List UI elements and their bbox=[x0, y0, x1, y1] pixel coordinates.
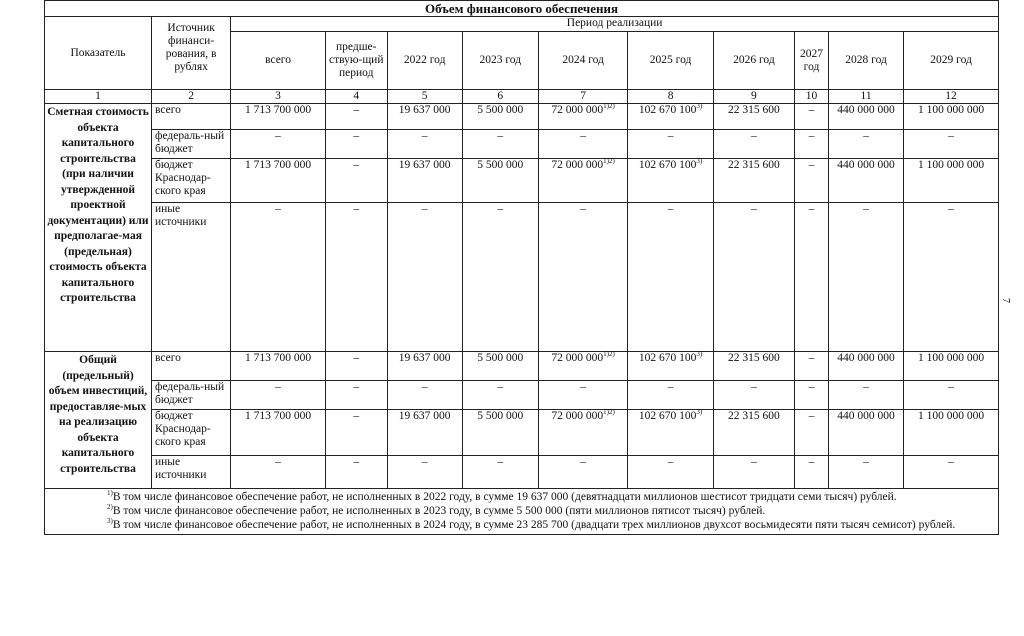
table-row bbox=[45, 203, 999, 352]
value-cell bbox=[829, 203, 904, 352]
indicator-cell: Сметная стоимость объекта капитального строительства (при наличии утвержденной проектной документации) или предполагае-мая (предельная) стоимость объекта капитального строительства bbox=[45, 104, 152, 352]
table-row bbox=[45, 130, 999, 159]
value-cell bbox=[387, 410, 462, 456]
header-col: 2027 год bbox=[795, 32, 829, 90]
value-cell bbox=[538, 352, 628, 381]
value-cell bbox=[829, 456, 904, 489]
value-text: 72 000 000 bbox=[551, 159, 604, 171]
value-text: – bbox=[497, 456, 504, 468]
value-text: 1 713 700 000 bbox=[244, 352, 312, 364]
header-source: Источник финанси-рования, в рублях bbox=[152, 17, 231, 90]
value-text: – bbox=[580, 456, 586, 468]
value-cell bbox=[829, 159, 904, 203]
value-cell bbox=[713, 456, 794, 489]
value-cell bbox=[387, 456, 462, 489]
value-cell bbox=[904, 130, 999, 159]
value-text: – bbox=[751, 203, 757, 215]
value-text: – bbox=[497, 130, 504, 142]
header-col: 2028 год bbox=[829, 32, 904, 90]
value-text: – bbox=[353, 381, 360, 393]
value-text: 72 000 000 bbox=[551, 410, 604, 422]
value-text: 1 100 000 000 bbox=[917, 104, 985, 116]
value-cell bbox=[325, 104, 387, 130]
footnote bbox=[51, 518, 992, 532]
value-text: – bbox=[948, 203, 954, 215]
value-cell bbox=[462, 104, 538, 130]
value-text: 22 315 600 bbox=[728, 159, 780, 171]
value-text: 102 670 100 bbox=[638, 410, 697, 422]
value-cell bbox=[628, 203, 713, 352]
value-text: – bbox=[667, 381, 674, 393]
value-text: 1 713 700 000 bbox=[244, 159, 312, 171]
value-text: – bbox=[667, 203, 674, 215]
value-text: 1 713 700 000 bbox=[244, 410, 312, 422]
value-cell bbox=[462, 381, 538, 410]
value-cell bbox=[538, 130, 628, 159]
value-cell bbox=[387, 381, 462, 410]
value-text: 440 000 000 bbox=[837, 410, 895, 422]
footnote-mark: 3) bbox=[696, 157, 703, 166]
value-text: 19 637 000 bbox=[398, 352, 451, 364]
value-cell bbox=[713, 203, 794, 352]
header-col: 2025 год bbox=[628, 32, 713, 90]
value-text: – bbox=[275, 381, 281, 393]
value-text: – bbox=[808, 159, 815, 171]
value-cell bbox=[795, 381, 829, 410]
value-cell bbox=[904, 104, 999, 130]
value-cell bbox=[713, 410, 794, 456]
value-text: 102 670 100 bbox=[638, 159, 697, 171]
footnote-mark: 1)2) bbox=[603, 157, 615, 166]
value-cell bbox=[795, 203, 829, 352]
value-text: – bbox=[421, 130, 428, 142]
value-text: – bbox=[353, 104, 360, 116]
value-text: – bbox=[353, 159, 360, 171]
value-text: – bbox=[421, 381, 428, 393]
footnote-mark: 1)2) bbox=[603, 102, 615, 111]
value-text: – bbox=[808, 381, 815, 393]
header-indicator: Показатель bbox=[45, 17, 152, 90]
value-text: – bbox=[808, 410, 815, 422]
value-cell bbox=[231, 381, 326, 410]
value-cell bbox=[713, 159, 794, 203]
value-text: – bbox=[808, 203, 815, 215]
value-text: 440 000 000 bbox=[837, 352, 895, 364]
value-cell bbox=[904, 203, 999, 352]
column-number: 1 bbox=[45, 90, 152, 104]
value-cell bbox=[538, 104, 628, 130]
value-cell bbox=[713, 352, 794, 381]
value-text: – bbox=[421, 203, 428, 215]
header-col: 2026 год bbox=[713, 32, 794, 90]
value-text: – bbox=[353, 130, 360, 142]
footnotes bbox=[44, 489, 999, 535]
financing-table bbox=[44, 0, 999, 489]
header-col: 2022 год bbox=[387, 32, 462, 90]
value-cell bbox=[325, 381, 387, 410]
value-text: 1 100 000 000 bbox=[917, 159, 985, 171]
value-cell bbox=[795, 410, 829, 456]
source-cell: бюджет Краснодар-ского края bbox=[152, 410, 231, 456]
value-text: 19 637 000 bbox=[398, 159, 451, 171]
footnote-mark: 3) bbox=[696, 350, 703, 359]
source-cell: иные источники bbox=[152, 456, 231, 489]
indicator-cell: Общий (предельный) объем инвестиций, предоставляе-мых на реализацию объекта капитального строительства bbox=[45, 352, 152, 489]
value-cell bbox=[325, 352, 387, 381]
footnote-text: В том числе финансовое обеспечение работ, не исполненных в 2023 году, в сумме 5 500 000 (пяти миллионов пятисот тысяч) рублей. bbox=[112, 505, 766, 517]
value-cell bbox=[387, 352, 462, 381]
column-number: 11 bbox=[829, 90, 904, 104]
value-cell bbox=[628, 381, 713, 410]
column-number: 3 bbox=[231, 90, 326, 104]
value-text: – bbox=[353, 352, 360, 364]
source-cell: федераль-ный бюджет bbox=[152, 381, 231, 410]
value-text: – bbox=[948, 456, 954, 468]
value-cell bbox=[829, 352, 904, 381]
value-cell bbox=[829, 130, 904, 159]
value-text: 72 000 000 bbox=[551, 104, 604, 116]
column-number: 5 bbox=[387, 90, 462, 104]
document-sheet bbox=[44, 0, 999, 535]
footnote-text: В том числе финансовое обеспечение работ, не исполненных в 2022 году, в сумме 19 637 000 (девятнадцати миллионов шестисот тридцати семи тысяч) рублей. bbox=[112, 491, 897, 503]
value-cell bbox=[325, 130, 387, 159]
value-cell bbox=[628, 410, 713, 456]
value-cell bbox=[904, 159, 999, 203]
value-text: – bbox=[275, 456, 281, 468]
value-cell bbox=[462, 456, 538, 489]
value-text: – bbox=[497, 381, 504, 393]
value-cell bbox=[829, 410, 904, 456]
footnote-number: 1) bbox=[107, 489, 113, 498]
value-text: – bbox=[353, 410, 360, 422]
value-text: – bbox=[948, 130, 954, 142]
value-cell bbox=[795, 352, 829, 381]
table-row bbox=[45, 104, 999, 130]
value-cell bbox=[904, 381, 999, 410]
value-text: 440 000 000 bbox=[837, 104, 895, 116]
table-row bbox=[45, 381, 999, 410]
footnote-mark: 3) bbox=[696, 102, 703, 111]
value-cell bbox=[387, 203, 462, 352]
value-text: 5 500 000 bbox=[477, 352, 524, 364]
value-cell bbox=[231, 456, 326, 489]
footnote-mark: 3) bbox=[696, 408, 703, 417]
value-cell bbox=[628, 456, 713, 489]
value-text: 19 637 000 bbox=[398, 104, 451, 116]
value-cell bbox=[713, 104, 794, 130]
value-text: 5 500 000 bbox=[477, 410, 524, 422]
value-cell bbox=[231, 130, 326, 159]
value-cell bbox=[387, 159, 462, 203]
source-cell: бюджет Краснодар-ского края bbox=[152, 159, 231, 203]
value-text: – bbox=[353, 203, 360, 215]
value-cell bbox=[628, 352, 713, 381]
header-col: 2029 год bbox=[904, 32, 999, 90]
value-text: 22 315 600 bbox=[728, 410, 780, 422]
footnote bbox=[51, 490, 992, 504]
value-text: – bbox=[421, 456, 428, 468]
table-row bbox=[45, 159, 999, 203]
header-col: 2023 год bbox=[462, 32, 538, 90]
value-cell bbox=[904, 456, 999, 489]
value-text: 5 500 000 bbox=[477, 104, 524, 116]
column-number: 12 bbox=[904, 90, 999, 104]
value-cell bbox=[538, 203, 628, 352]
value-cell bbox=[628, 130, 713, 159]
value-cell bbox=[713, 381, 794, 410]
value-cell bbox=[538, 381, 628, 410]
footnote-mark: 1)2) bbox=[603, 408, 615, 417]
value-cell bbox=[829, 381, 904, 410]
value-cell bbox=[904, 410, 999, 456]
value-cell bbox=[231, 410, 326, 456]
source-cell: иные источники bbox=[152, 203, 231, 352]
value-cell bbox=[713, 130, 794, 159]
value-text: 102 670 100 bbox=[638, 352, 697, 364]
value-cell bbox=[462, 159, 538, 203]
value-cell bbox=[538, 456, 628, 489]
value-text: 1 100 000 000 bbox=[917, 410, 985, 422]
value-text: – bbox=[275, 130, 281, 142]
value-cell bbox=[829, 104, 904, 130]
value-text: – bbox=[751, 130, 757, 142]
table-row bbox=[45, 410, 999, 456]
column-number: 4 bbox=[325, 90, 387, 104]
value-text: – bbox=[808, 352, 815, 364]
value-cell bbox=[538, 410, 628, 456]
value-text: – bbox=[808, 104, 815, 116]
table-row bbox=[45, 352, 999, 381]
header-col: 2024 год bbox=[538, 32, 628, 90]
value-cell bbox=[462, 203, 538, 352]
column-number: 10 bbox=[795, 90, 829, 104]
footnote-number: 2) bbox=[107, 503, 113, 512]
value-text: 22 315 600 bbox=[728, 352, 780, 364]
footnote-number: 3) bbox=[107, 517, 113, 526]
header-col: предше-ствую-щий период bbox=[325, 32, 387, 90]
value-text: – bbox=[863, 381, 869, 393]
value-cell bbox=[628, 159, 713, 203]
value-text: 19 637 000 bbox=[398, 410, 451, 422]
value-text: 1 100 000 000 bbox=[917, 352, 985, 364]
value-cell bbox=[325, 410, 387, 456]
source-cell: всего bbox=[152, 104, 231, 130]
value-cell bbox=[325, 159, 387, 203]
value-cell bbox=[462, 352, 538, 381]
value-text: – bbox=[667, 130, 674, 142]
table-title: Объем финансового обеспечения bbox=[45, 1, 999, 17]
value-text: 5 500 000 bbox=[477, 159, 524, 171]
table-row bbox=[45, 456, 999, 489]
value-text: – bbox=[353, 456, 360, 468]
value-cell bbox=[538, 159, 628, 203]
value-text: – bbox=[497, 203, 504, 215]
value-cell bbox=[325, 203, 387, 352]
source-cell: всего bbox=[152, 352, 231, 381]
value-cell bbox=[795, 104, 829, 130]
value-text: – bbox=[948, 381, 954, 393]
value-text: – bbox=[863, 130, 869, 142]
value-text: – bbox=[808, 130, 815, 142]
header-col: всего bbox=[231, 32, 326, 90]
footnote-text: В том числе финансовое обеспечение работ, не исполненных в 2024 году, в сумме 23 285 700 (двадцати трех миллионов двухсот восьмидесяти пяти тысяч семисот) рублей. bbox=[112, 519, 956, 531]
column-number: 8 bbox=[628, 90, 713, 104]
value-cell bbox=[462, 130, 538, 159]
header-period: Период реализации bbox=[231, 17, 999, 32]
value-cell bbox=[325, 456, 387, 489]
value-cell bbox=[387, 130, 462, 159]
value-cell bbox=[231, 203, 326, 352]
value-cell bbox=[387, 104, 462, 130]
value-text: – bbox=[863, 456, 869, 468]
value-cell bbox=[795, 159, 829, 203]
value-text: 440 000 000 bbox=[837, 159, 895, 171]
value-text: – bbox=[580, 130, 586, 142]
value-cell bbox=[628, 104, 713, 130]
value-text: – bbox=[751, 456, 757, 468]
column-number: 9 bbox=[713, 90, 794, 104]
value-text: 22 315 600 bbox=[728, 104, 780, 116]
value-text: – bbox=[751, 381, 757, 393]
value-text: – bbox=[863, 203, 869, 215]
value-cell bbox=[904, 352, 999, 381]
value-text: – bbox=[580, 381, 586, 393]
value-text: 72 000 000 bbox=[551, 352, 604, 364]
value-cell bbox=[795, 130, 829, 159]
column-number: 2 bbox=[152, 90, 231, 104]
value-cell bbox=[795, 456, 829, 489]
value-text: 102 670 100 bbox=[638, 104, 697, 116]
value-text: – bbox=[667, 456, 674, 468]
source-cell: федераль-ный бюджет bbox=[152, 130, 231, 159]
value-text: 1 713 700 000 bbox=[244, 104, 312, 116]
value-text: – bbox=[808, 456, 815, 468]
column-number: 7 bbox=[538, 90, 628, 104]
value-text: – bbox=[275, 203, 281, 215]
column-number: 6 bbox=[462, 90, 538, 104]
value-cell bbox=[231, 104, 326, 130]
value-cell bbox=[462, 410, 538, 456]
footnote-mark: 1)2) bbox=[603, 350, 615, 359]
value-cell bbox=[231, 352, 326, 381]
value-cell bbox=[231, 159, 326, 203]
value-text: – bbox=[580, 203, 586, 215]
page-number: 7 bbox=[1000, 298, 1011, 303]
footnote bbox=[51, 504, 992, 518]
